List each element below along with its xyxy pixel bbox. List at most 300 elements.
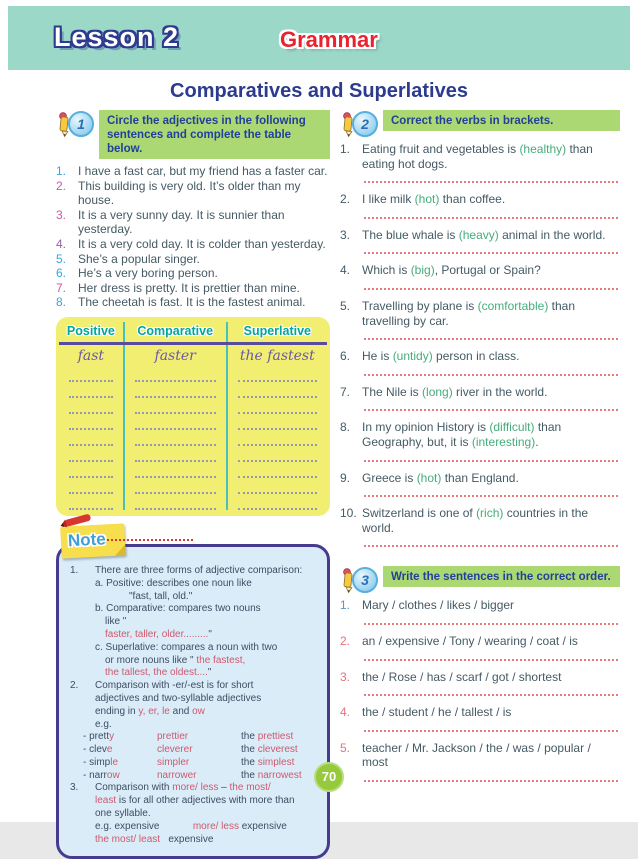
note-text [95,693,261,704]
question-item [340,349,620,364]
note-example-row [65,757,319,770]
text-segment: . [535,434,539,449]
text-segment: than England. [441,470,519,485]
item-number: 9. [340,470,351,485]
dotted-write-line [135,470,216,478]
question-item [340,299,620,328]
text-segment: e.g. expensive [95,820,160,832]
note-example-cell [83,770,157,783]
table-empty-cell [124,462,227,478]
item-number: 7. [56,280,67,295]
dotted-write-line [135,486,216,494]
item-number: 6. [340,349,351,364]
exercise-1-instruction: Circle the adjectives in the following sentences and complete the table below. [99,110,330,159]
sentence-item [56,164,330,179]
note-example-row [65,744,319,757]
item-number: 3. [56,207,67,222]
note-text [105,667,211,678]
table-column-header: Comparative [124,322,227,344]
question-item [340,228,620,243]
sentence-item [56,179,330,208]
note-example-row [65,770,319,783]
dotted-write-line [69,470,113,478]
question-text [362,598,620,613]
text-segment: In my opinion History is [362,420,490,435]
exercise-1-header [56,110,330,159]
answer-write-line [364,401,618,411]
note-line [65,667,319,680]
adjective-table [56,317,330,516]
sentence-text: I have a fast car, but my friend has a faster car. [78,164,328,178]
dotted-write-line [238,470,317,478]
text-segment: " [207,667,212,679]
table-empty-cell [124,430,227,446]
text-segment: Greece is [362,470,417,485]
note-line [65,629,319,642]
red-text: le [110,756,119,768]
item-number: 3. [340,227,351,242]
red-text: y [109,731,115,743]
note-example-cell [83,744,157,757]
dotted-write-line [135,502,216,510]
question-text [362,705,620,720]
table-empty-cell [59,446,124,462]
exercise-3-header [340,566,620,593]
sentence-text: The cheetah is fast. It is the fastest animal. [78,295,306,310]
question-text [362,299,620,328]
table-empty-cell [227,398,327,414]
table-empty-cell [227,478,327,494]
text-segment: person in class. [432,349,520,364]
sentence-text: This building is very old. It’s older than my house. [78,178,301,208]
note-text [95,782,271,793]
question-item [340,598,620,613]
green-text: (hot) [414,192,440,207]
note-text [105,616,126,627]
sentence-item [56,266,330,281]
exercise-3-questions [340,598,620,782]
note-text [95,719,112,730]
text-segment: ending in [95,705,139,717]
sentence-item [56,281,330,296]
table-empty-row [59,414,327,430]
item-number: 4. [340,263,351,278]
dotted-write-line [238,422,317,430]
text-segment: Travelling by plane is [362,298,478,313]
note-example-cell [241,757,294,770]
table-example-cell: fast [77,347,105,364]
question-text [362,263,620,278]
text-segment: the [241,756,258,768]
sentence-item [56,295,330,310]
sentence-text: It is a very cold day. It is colder than yesterday. [78,236,326,251]
text-segment: like " [105,616,127,628]
text-segment: c. Superlative: compares a noun with two [95,641,278,653]
question-item [340,471,620,486]
table-empty-cell [124,478,227,494]
text-segment: the [241,731,258,743]
note-text [95,834,213,845]
note-example-cell [241,744,298,757]
text-segment: e.g. [95,718,112,730]
question-item [340,142,620,171]
text-segment: The Nile is [362,384,423,399]
red-text: more/ less [172,782,219,794]
red-text: y, er, le [138,705,170,717]
dotted-write-line [135,422,216,430]
red-text: ow [106,769,120,781]
text-segment: than eating hot dogs. [362,142,593,171]
red-text: faster, taller, older......... [105,628,209,640]
note-line [65,821,319,834]
red-text: the tallest, the oldest.... [105,667,208,679]
note-item-number: 3. [70,782,79,794]
table-empty-cell [227,494,327,510]
lesson-banner [8,6,630,70]
item-number: 1. [340,598,351,613]
note-line [65,693,319,706]
dotted-write-line [69,390,113,398]
question-text [362,634,620,649]
table-empty-cell [124,446,227,462]
red-text: prettier [157,731,189,743]
note-example-cell [157,744,241,757]
red-text: prettiest [257,731,294,743]
answer-write-line [364,244,618,254]
dotted-write-line [69,454,113,462]
note-text [95,565,302,576]
left-column [56,110,330,859]
dotted-write-line [238,454,317,462]
answer-write-line [364,537,618,547]
exercise-2-questions [340,142,620,547]
question-text [362,385,620,400]
dotted-write-line [135,374,216,382]
question-text [362,228,620,243]
note-text [95,706,205,717]
text-segment [160,821,193,832]
note-line [65,782,319,795]
table-column-header: Superlative [227,322,327,344]
green-text: (comfortable) [477,298,549,313]
dotted-write-line [238,486,317,494]
text-segment: animal in the world. [498,227,606,242]
text-segment: Mary / clothes / likes / bigger [362,598,515,613]
question-text [362,349,620,364]
answer-write-line [364,173,618,183]
text-segment: "fast, tall, old." [129,590,193,602]
table-empty-row [59,382,327,398]
note-line [65,680,319,693]
exercise-2-instruction: Correct the verbs in brackets. [383,110,620,131]
text-segment: - prett [83,731,110,743]
note-line [65,578,319,591]
text-segment: - simp [83,756,111,768]
table-empty-cell [227,430,327,446]
dotted-write-line [69,422,113,430]
item-number: 10. [340,506,357,521]
dotted-write-line [238,438,317,446]
table-empty-cell [124,366,227,382]
text-segment: the [241,769,258,781]
sentence-text: He’s a very boring person. [78,266,218,281]
red-text: narrower [157,769,197,781]
note-example-row [65,731,319,744]
text-segment: Switzerland is one of [362,506,477,521]
red-text: cleverest [257,744,298,756]
question-text [362,506,620,535]
question-item [340,385,620,400]
text-segment: than Geography, but, it is [362,420,562,449]
answer-write-line [364,280,618,290]
table-empty-row [59,494,327,510]
question-text [362,670,620,685]
red-text: least [95,795,117,807]
exercise-2-number: 2 [352,111,378,137]
red-text: simpler [157,756,190,768]
item-number: 3. [340,669,351,684]
exercise-3-number: 3 [352,567,378,593]
note-line [65,603,319,616]
subject-title: Grammar [280,27,378,52]
item-number: 5. [340,298,351,313]
text-segment: " [208,628,212,640]
question-item [340,506,620,535]
text-segment: Which is [362,263,411,278]
note-example-cell [83,757,157,770]
note-line [65,591,319,604]
item-number: 5. [340,740,351,755]
text-segment: The blue whale is [362,227,459,242]
note-line [65,795,319,808]
note-line [65,834,319,847]
exercise-1-sentences [56,164,330,310]
note-text [105,655,245,666]
text-segment: - narr [83,769,107,781]
answer-write-line [364,722,618,732]
table-empty-cell [227,462,327,478]
note-line [65,616,319,629]
note-text [105,629,212,640]
question-item [340,705,620,720]
table-empty-cell [59,382,124,398]
red-text: more/ less [192,820,239,832]
table-empty-cell [227,414,327,430]
note-content [65,565,319,847]
text-segment: than coffee. [439,192,506,207]
table-empty-cell [59,366,124,382]
question-text [362,420,620,449]
table-example-cell: faster [124,343,227,366]
question-item [340,192,620,207]
red-text: narrowest [257,769,302,781]
note-example-cell [241,770,302,783]
note-line [65,655,319,668]
table-empty-cell [59,494,124,510]
sentence-item [56,252,330,267]
table-empty-cell [59,398,124,414]
text-segment: teacher / Mr. Jackson / the / was / popular / most [362,740,591,770]
red-dotted-line [107,539,193,541]
text-segment: Comparison with -er/-est is for short [95,680,254,692]
note-box [56,529,330,859]
content-columns [56,110,620,859]
text-segment: There are three forms of adjective comparison: [95,564,303,576]
dotted-write-line [69,406,113,414]
note-label: Note [67,529,107,551]
answer-write-line [364,772,618,782]
green-text: (big) [410,263,435,278]
question-item [340,670,620,685]
table-empty-row [59,446,327,462]
dotted-write-line [135,406,216,414]
text-segment: than travelling by car. [362,298,576,328]
question-text [362,741,620,770]
note-text [95,821,287,832]
dotted-write-line [69,486,113,494]
table-empty-cell [124,414,227,430]
note-example-cell [241,731,293,744]
question-item [340,634,620,649]
table-empty-cell [59,430,124,446]
item-number: 2. [340,633,351,648]
note-text [95,680,253,691]
text-segment: - clev [83,744,107,756]
item-number: 7. [340,384,351,399]
note-text [95,603,261,614]
table-empty-row [59,462,327,478]
red-text: the fastest, [196,654,246,666]
question-item [340,741,620,770]
note-example-cell [83,731,157,744]
answer-write-line [364,487,618,497]
table-example-cell: the fastest [239,347,315,364]
note-label-sticky [60,523,126,558]
exercise-3-instruction: Write the sentences in the correct order. [383,566,620,587]
dotted-write-line [238,390,317,398]
note-item-number: 1. [70,564,79,576]
text-segment: He is [362,349,393,364]
table-empty-row [59,478,327,494]
item-number: 8. [56,295,67,310]
text-segment: – [218,782,230,794]
question-item [340,263,620,278]
note-text [95,642,277,653]
text-segment: expensive [238,820,287,832]
dotted-write-line [135,454,216,462]
dotted-write-line [135,390,216,398]
answer-write-line [364,366,618,376]
green-text: (rich) [476,506,504,521]
note-item-number: 2. [70,680,79,692]
dotted-write-line [135,438,216,446]
text-segment: the / Rose / has / scarf / got / shortest [362,669,562,684]
note-example-cell [157,731,241,744]
text-segment: an / expensive / Tony / wearing / coat / is [362,633,578,648]
green-text: (heavy) [458,227,499,242]
sentence-text: It is a very sunny day. It is sunnier than yesterday. [78,207,285,237]
page-number-badge: 70 [314,762,344,792]
note-line [65,565,319,578]
question-text [362,471,620,486]
question-text [362,192,620,207]
red-text: simplest [257,756,295,768]
text-segment: and [169,705,193,717]
green-text: (healthy) [519,142,567,156]
dotted-write-line [69,374,113,382]
answer-write-line [364,651,618,661]
question-text [362,142,620,171]
note-line [65,808,319,821]
answer-write-line [364,452,618,462]
table-empty-cell [227,382,327,398]
item-number: 4. [340,705,351,720]
text-segment: river in the world. [452,384,548,399]
item-number: 1. [340,142,351,156]
text-segment: adjectives and two-syllable adjectives [95,692,262,704]
dotted-write-line [69,438,113,446]
text-segment: I like milk [362,192,415,207]
text-segment: the [241,744,258,756]
text-segment: one syllable. [95,808,151,820]
table-empty-cell [227,366,327,382]
dotted-write-line [238,374,317,382]
red-text: ow [192,705,205,717]
red-text: the most/ [229,782,271,794]
item-number: 1. [56,164,67,178]
table-empty-cell [59,414,124,430]
text-segment: countries in the world. [362,506,589,535]
red-text: e [106,744,113,756]
sentence-item [56,208,330,237]
table-column-header: Positive [59,322,124,344]
dotted-write-line [69,502,113,510]
answer-write-line [364,330,618,340]
text-segment: Eating fruit and vegetables is [362,142,520,156]
dotted-write-line [238,406,317,414]
item-number: 5. [56,251,67,266]
question-item [340,420,620,449]
green-text: (long) [422,384,453,399]
item-number: 2. [56,178,67,193]
table-empty-cell [59,478,124,494]
answer-write-line [364,686,618,696]
note-text [129,591,192,602]
answer-write-line [364,615,618,625]
red-text: the most/ least [95,833,161,845]
text-segment: expensive [160,833,214,845]
sentence-item [56,237,330,252]
text-segment: is for all other adjectives with more than [116,795,295,807]
item-number: 4. [56,236,67,251]
sentence-text: She’s a popular singer. [78,251,200,266]
item-number: 2. [340,192,351,207]
note-text [95,808,151,819]
table-empty-cell [124,382,227,398]
answer-write-line [364,209,618,219]
table-empty-cell [124,398,227,414]
text-segment: Comparison with [95,782,173,794]
text-segment: , Portugal or Spain? [434,263,541,278]
text-segment: or more nouns like " [105,654,197,666]
text-segment: b. Comparative: compares two nouns [95,603,261,615]
table-header-row [59,322,327,344]
right-column [340,110,620,859]
note-line [65,719,319,732]
note-text [95,795,295,806]
text-segment: a. Positive: describes one noun like [95,577,252,589]
exercise-2-header [340,110,620,137]
